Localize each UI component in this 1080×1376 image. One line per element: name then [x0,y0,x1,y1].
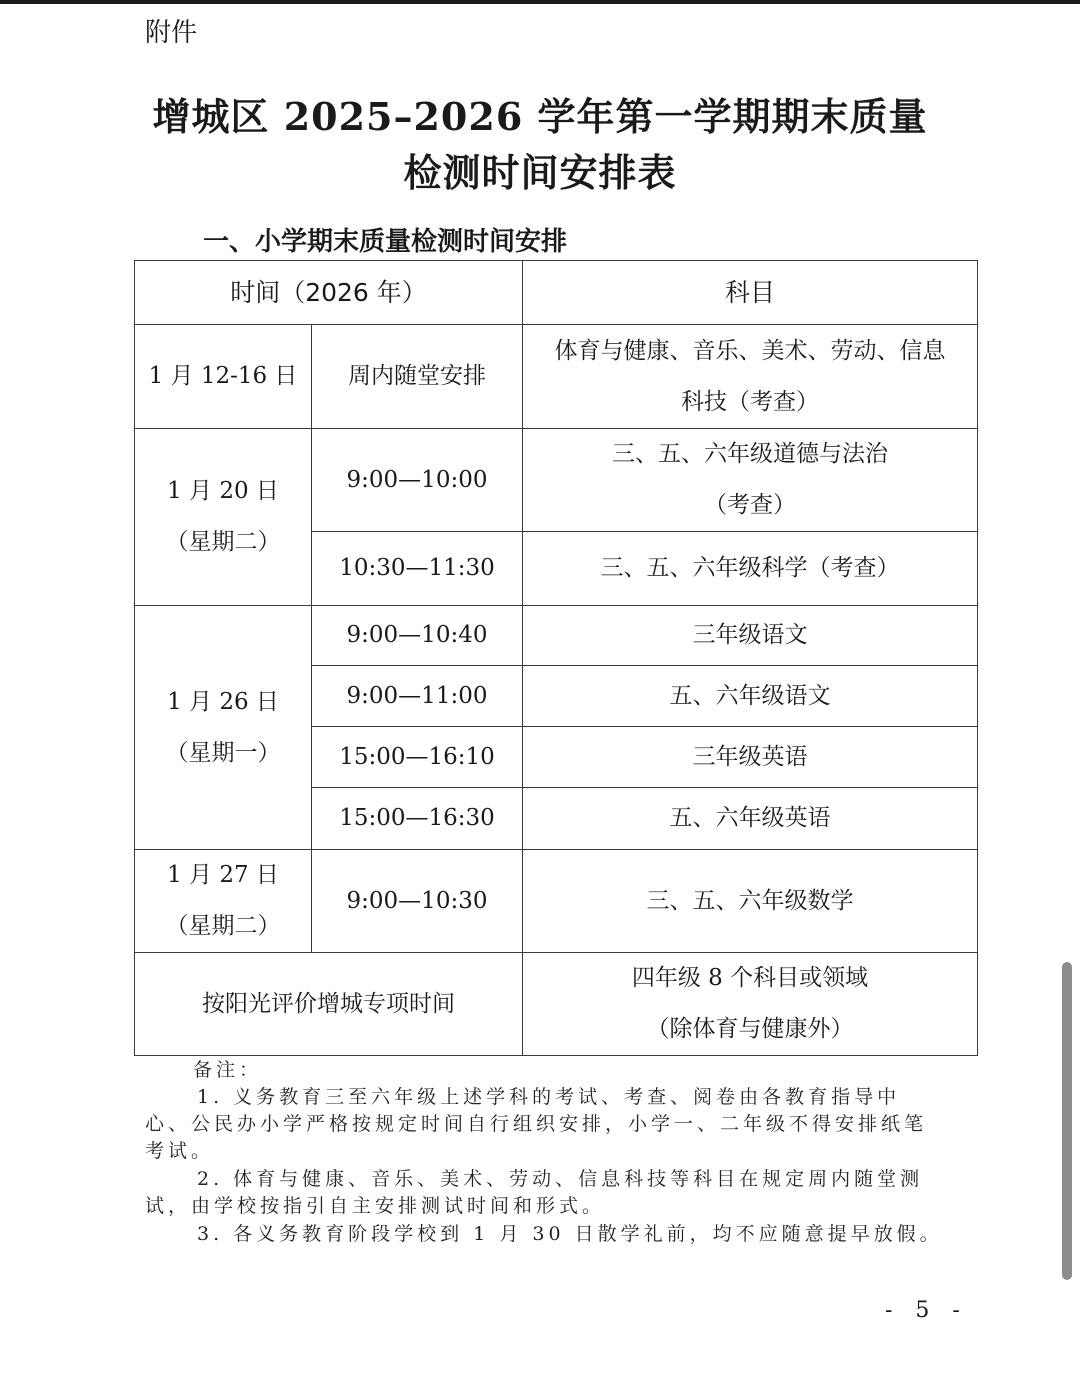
notes-block [145,1057,945,1248]
document-title-line2: 检测时间安排表 [403,150,677,195]
notes-heading: 备注： [193,1059,263,1081]
note-item: 1. 义务教育三至六年级上述学科的考试、考查、阅卷由各教育指导中心、公民办小学严格按规定时间自行组织安排，小学一、二年级不得安排纸笔考试。 [145,1086,928,1162]
header-subject: 科目 [523,261,978,325]
table-row [135,953,978,1056]
subject-cell: 三、五、六年级科学（考查） [523,532,978,606]
subject-line: 体育与健康、音乐、美术、劳动、信息 [554,337,946,364]
subject-cell: 三年级语文 [523,606,978,666]
attachment-label: 附件 [145,18,198,48]
subject-line: 四年级 8 个科目或领域 [631,965,869,991]
time-cell: 10:30—11:30 [312,532,523,606]
date-text: 1 月 20 日 [167,478,279,504]
time-cell: 15:00—16:10 [312,727,523,788]
subject-cell [523,953,978,1056]
time-cell: 15:00—16:30 [312,788,523,850]
table-row [135,606,978,666]
section-heading: 一、小学期末质量检测时间安排 [203,227,568,257]
page-number: - 5 - [885,1298,968,1323]
subject-line: 三、五、六年级道德与法治 [612,441,889,467]
table-header-row [135,261,978,325]
subject-cell: 五、六年级英语 [523,788,978,850]
weekday-text: （星期二） [165,913,281,939]
time-cell: 按阳光评价增城专项时间 [135,953,523,1056]
time-cell: 9:00—11:00 [312,666,523,727]
time-cell: 9:00—10:30 [312,850,523,953]
time-cell: 周内随堂安排 [312,325,523,429]
note-item: 3. 各义务教育阶段学校到 1 月 30 日散学礼前，均不应随意提早放假。 [197,1223,943,1245]
table-row [135,850,978,953]
document-title-line1: 增城区 2025–2026 学年第一学期期末质量 [152,94,928,139]
date-cell [135,606,312,850]
subject-line: （除体育与健康外） [646,1016,854,1042]
schedule-table [134,260,978,1056]
weekday-text: （星期一） [165,739,281,766]
date-cell [135,429,312,606]
scrollbar[interactable] [1062,962,1072,1280]
time-cell: 9:00—10:00 [312,429,523,532]
date-text: 1 月 26 日 [167,688,279,715]
top-border [0,0,1080,4]
table-row [135,429,978,532]
subject-cell: 三年级英语 [523,727,978,788]
time-cell: 9:00—10:40 [312,606,523,666]
subject-cell: 三、五、六年级数学 [523,850,978,953]
subject-line: （考查） [704,492,797,518]
subject-cell [523,429,978,532]
table-row [135,325,978,429]
subject-line: 科技（考查） [681,388,820,415]
date-cell: 1 月 12-16 日 [135,325,312,429]
date-cell [135,850,312,953]
date-text: 1 月 27 日 [167,862,279,888]
subject-cell [523,325,978,429]
note-item: 2. 体育与健康、音乐、美术、劳动、信息科技等科目在规定周内随堂测试，由学校按指引自主安排测试时间和形式。 [145,1168,924,1217]
subject-cell: 五、六年级语文 [523,666,978,727]
header-time: 时间（2026 年） [135,261,523,325]
weekday-text: （星期二） [165,529,281,555]
